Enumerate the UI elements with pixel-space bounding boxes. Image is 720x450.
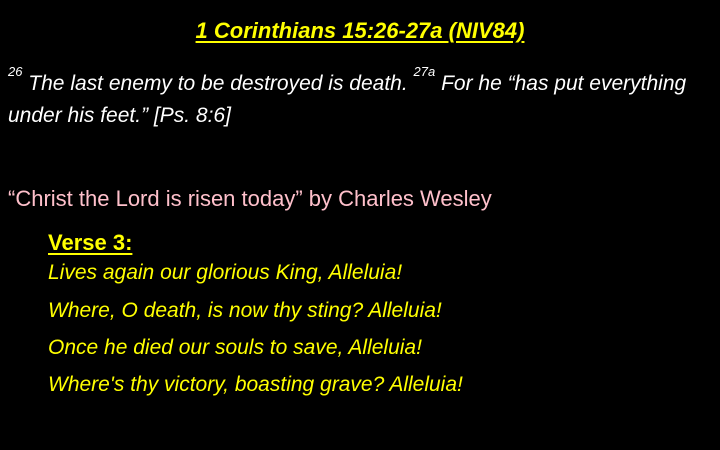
verse-number-27a: 27a <box>413 64 436 79</box>
verse-label: Verse 3: <box>48 230 133 255</box>
verse-line: Where, O death, is now thy sting? Alleluia! <box>48 299 442 322</box>
scripture-verse-27a: For he “has put everything under his feet.” [Ps. 8:6] <box>8 72 687 127</box>
hymn-verse <box>48 228 718 403</box>
verse-number-26: 26 <box>8 64 23 79</box>
hymn-title: “Christ the Lord is risen today” by Charles Wesley <box>8 186 492 211</box>
scripture-passage <box>8 64 714 132</box>
slide-title: 1 Corinthians 15:26-27a (NIV84) <box>195 18 525 43</box>
verse-line: Once he died our souls to save, Alleluia! <box>48 336 422 359</box>
verse-line: Lives again our glorious King, Alleluia! <box>48 261 403 284</box>
verse-line: Where's thy victory, boasting grave? Alleluia! <box>48 373 463 396</box>
scripture-verse-26: The last enemy to be destroyed is death. <box>22 72 414 95</box>
